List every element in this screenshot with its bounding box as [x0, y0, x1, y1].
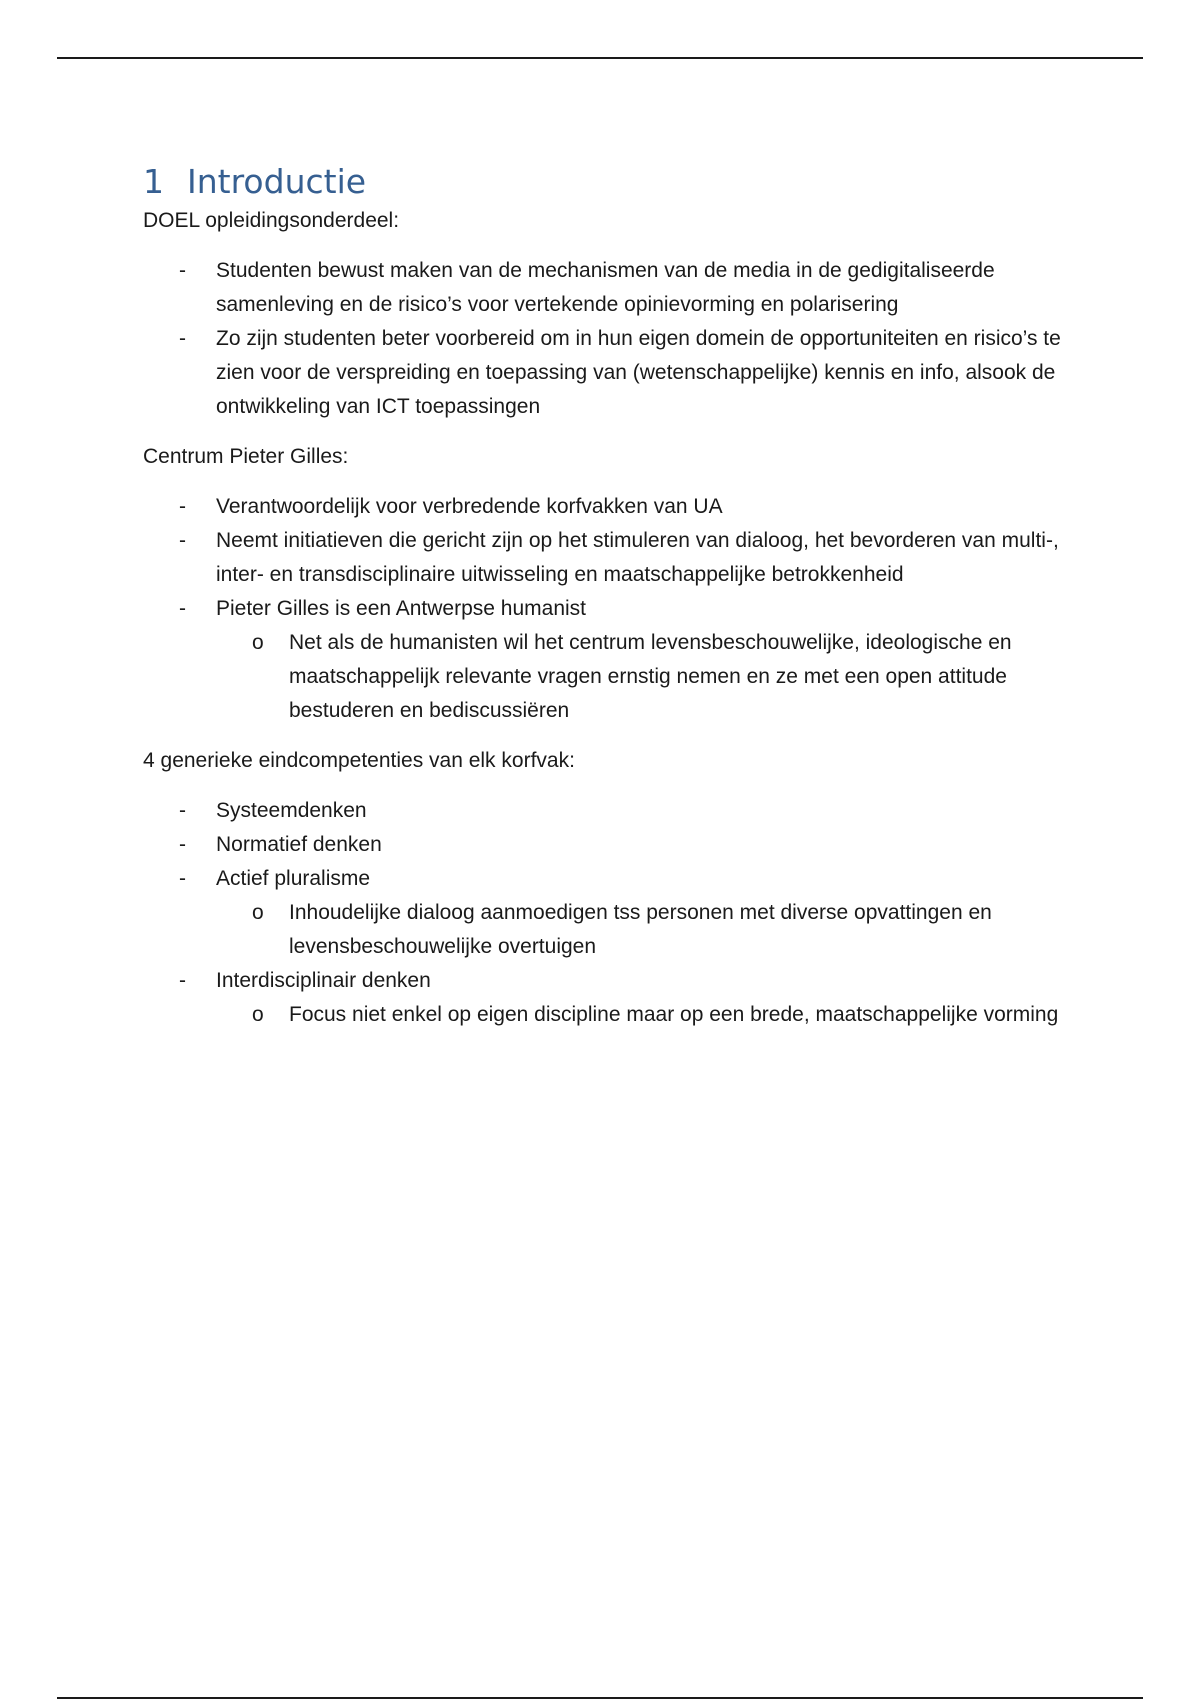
list-item-text: Zo zijn studenten beter voorbereid om in hun eigen domein de opportuniteiten en risico’s te zien voor de verspreiding en toepassing van (wetenschappelijke) kennis en info, alsook de ontwikkeling van ICT toepassingen — [216, 327, 1061, 418]
dash-bullet-icon: - — [179, 259, 186, 282]
dash-bullet-icon: - — [179, 833, 186, 856]
list-item-text: Systeemdenken — [216, 799, 367, 822]
list-item — [143, 964, 1063, 1032]
list-item-text: Neemt initiatieven die gericht zijn op het stimuleren van dialoog, het bevorderen van multi-, inter- en transdisciplinaire uitwisseling en maatschappelijke betrokkenheid — [216, 529, 1059, 586]
doel-label: DOEL opleidingsonderdeel: — [143, 209, 400, 232]
list-item — [143, 862, 1063, 964]
list-item-text: Pieter Gilles is een Antwerpse humanist — [216, 597, 587, 620]
dash-bullet-icon: - — [179, 867, 186, 890]
sub-list-item-text: Net als de humanisten wil het centrum levensbeschouwelijke, ideologische en maatschappelijk relevante vragen ernstig nemen en ze met een open attitude bestuderen en bediscussiëren — [289, 631, 1012, 722]
header-rule — [57, 57, 1143, 59]
list-item — [143, 524, 1063, 592]
list-item-text: Verantwoordelijk voor verbredende korfvakken van UA — [216, 495, 723, 518]
circle-bullet-icon: o — [252, 1003, 264, 1026]
document-body — [143, 160, 1063, 1048]
sub-list-item — [216, 626, 1063, 728]
list-item — [143, 828, 1063, 862]
heading-title: Introductie — [187, 162, 367, 201]
dash-bullet-icon: - — [179, 327, 186, 350]
sub-list — [216, 998, 1063, 1032]
dash-bullet-icon: - — [179, 799, 186, 822]
sub-list-item-text: Focus niet enkel op eigen discipline maar op een brede, maatschappelijke vorming — [289, 1003, 1059, 1026]
heading-number: 1 — [143, 162, 164, 201]
dash-bullet-icon: - — [179, 969, 186, 992]
list-item — [143, 794, 1063, 828]
list-item — [143, 592, 1063, 728]
dash-bullet-icon: - — [179, 495, 186, 518]
list-item-text: Normatief denken — [216, 833, 382, 856]
list-item — [143, 254, 1063, 322]
list-item-text: Actief pluralisme — [216, 867, 371, 890]
circle-bullet-icon: o — [252, 631, 264, 654]
list-item — [143, 490, 1063, 524]
circle-bullet-icon: o — [252, 901, 264, 924]
centrum-label: Centrum Pieter Gilles: — [143, 445, 349, 468]
sub-list-item-text: Inhoudelijke dialoog aanmoedigen tss personen met diverse opvattingen en levensbeschouwelijke overtuigen — [289, 901, 992, 958]
footer-rule — [57, 1697, 1143, 1699]
doel-list — [143, 254, 1063, 424]
list-item — [143, 322, 1063, 424]
sub-list-item — [216, 998, 1063, 1032]
sub-list — [216, 626, 1063, 728]
competenties-list — [143, 794, 1063, 1032]
sub-list-item — [216, 896, 1063, 964]
section-heading — [143, 160, 1063, 204]
dash-bullet-icon: - — [179, 529, 186, 552]
dash-bullet-icon: - — [179, 597, 186, 620]
centrum-list — [143, 490, 1063, 728]
sub-list — [216, 896, 1063, 964]
competenties-label: 4 generieke eindcompetenties van elk korfvak: — [143, 749, 575, 772]
list-item-text: Interdisciplinair denken — [216, 969, 431, 992]
list-item-text: Studenten bewust maken van de mechanismen van de media in de gedigitaliseerde samenleving en de risico’s voor vertekende opinievorming en polarisering — [216, 259, 995, 316]
